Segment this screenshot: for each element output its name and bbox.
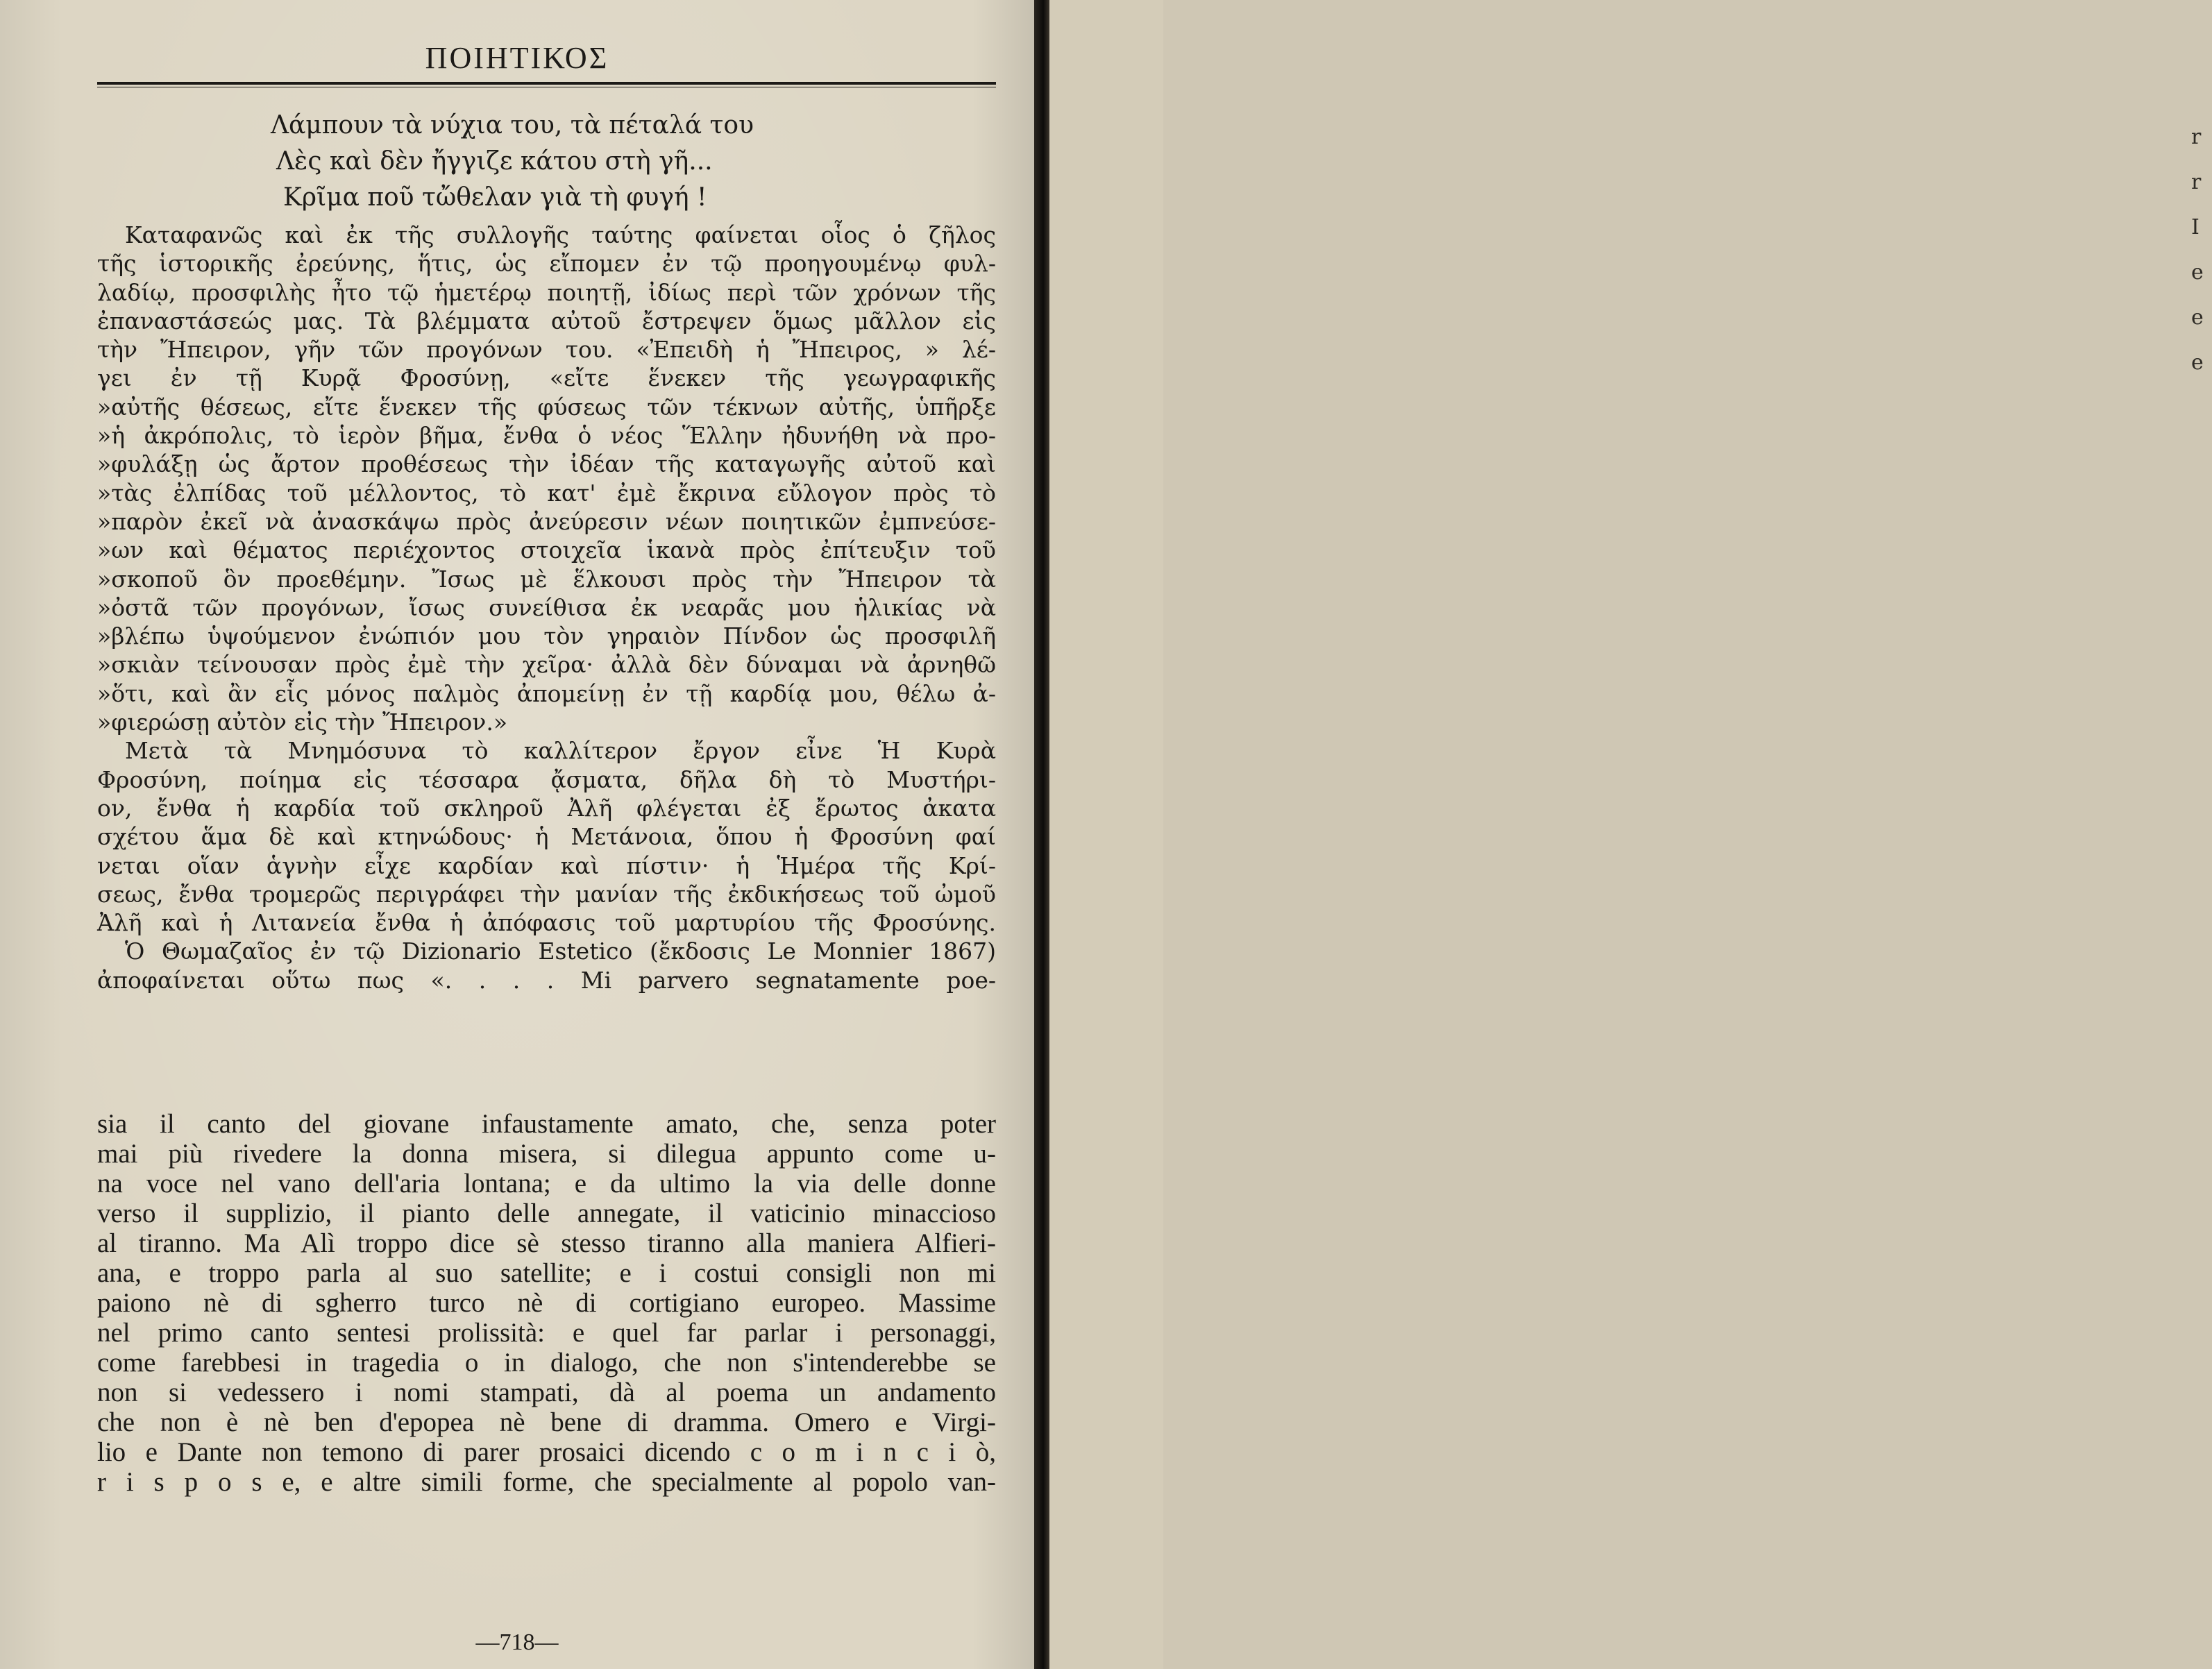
text-line: τὴν Ἤπειρον, γῆν τῶν προγόνων του. «Ἐπειδὴ ἡ Ἤπειρος, » λέ- bbox=[97, 336, 996, 364]
text-line: »βλέπω ὑψούμενον ἐνώπιόν μου τὸν γηραιὸν Πίνδον ὡς προσφιλῆ bbox=[97, 622, 996, 650]
text-line: Καταφανῶς καὶ ἐκ τῆς συλλογῆς ταύτης φαίνεται οἷος ὁ ζῆλος bbox=[125, 221, 996, 248]
adjacent-page-text bbox=[2191, 125, 2212, 396]
running-head: ΠΟΙΗΤΙΚΟΣ bbox=[425, 41, 609, 75]
book-gutter bbox=[1034, 0, 1049, 1669]
text-line: »φιερώσῃ αὐτὸν εἰς τὴν Ἤπειρον.» bbox=[97, 709, 508, 736]
adjacent-letter: e bbox=[2191, 305, 2204, 330]
text-line: Ἀλῆ καὶ ἡ Λιτανεία ἔνθα ἡ ἀπόφασις τοῦ μαρτυρίου τῆς Φροσύνης. bbox=[97, 909, 996, 937]
text-line: Μετὰ τὰ Μνημόσυνα τὸ καλλίτερον ἔργον εἶνε Ἡ Κυρὰ bbox=[125, 737, 996, 765]
text-line: »ὅτι, καὶ ἂν εἷς μόνος παλμὸς ἀπομείνῃ ἐν τῇ καρδίᾳ μου, θέλω ἀ- bbox=[97, 679, 996, 707]
text-line: »ων καὶ θέματος περιέχοντος στοιχεῖα ἱκανὰ πρὸς ἐπίτευξιν τοῦ bbox=[97, 536, 996, 564]
adjacent-letter: I bbox=[2191, 215, 2200, 239]
page-number: —718— bbox=[475, 1629, 559, 1655]
text-line: σχέτου ἅμα δὲ καὶ κτηνώδους· ἡ Μετάνοια, ὅπου ἡ Φροσύνη φαί bbox=[97, 823, 996, 851]
text-line: »φυλάξῃ ὡς ἄρτον προθέσεως τὴν ἰδέαν τῆς καταγωγῆς αὐτοῦ καὶ bbox=[97, 450, 996, 478]
text-line: verso il supplizio, il pianto delle annegate, il vaticinio minaccioso bbox=[97, 1198, 996, 1228]
text-line: ἐπαναστάσεώς μας. Τὰ βλέμματα αὐτοῦ ἔστρεψεν ὅμως μᾶλλον εἰς bbox=[97, 307, 996, 334]
adjacent-page-edge bbox=[1049, 0, 2204, 1669]
text-line: ον, ἔνθα ἡ καρδία τοῦ σκληροῦ Ἀλῆ φλέγεται ἐξ ἔρωτος ἀκατα bbox=[97, 794, 996, 822]
text-line: al tiranno. Ma Alì troppo dice sè stesso tiranno alla maniera Alfieri- bbox=[97, 1228, 996, 1258]
text-line: »παρὸν ἐκεῖ νὰ ἀνασκάψω πρὸς ἀνεύρεσιν νέων ποιητικῶν ἐμπνεύσε- bbox=[97, 507, 996, 535]
text-line: come farebbesi in tragedia o in dialogo, che non s'intenderebbe se bbox=[97, 1348, 996, 1378]
text-line: nel primo canto sentesi prolissità: e quel far parlar i personaggi, bbox=[97, 1318, 996, 1348]
text-line: paiono nè di sgherro turco nè di cortigiano europeo. Massime bbox=[97, 1288, 996, 1318]
text-line: »ὀστᾶ τῶν προγόνων, ἴσως συνείθισα ἐκ νεαρᾶς μου ἡλικίας νὰ bbox=[97, 593, 996, 621]
text-line: »ἡ ἀκρόπολις, τὸ ἱερὸν βῆμα, ἔνθα ὁ νέος Ἕλλην ἠδυνήθη νὰ προ- bbox=[97, 422, 996, 450]
adjacent-letter: r bbox=[2191, 125, 2202, 149]
text-line: r i s p o s e, e altre simili forme, che specialmente al popolo van- bbox=[97, 1467, 996, 1497]
text-line: ἀποφαίνεται οὕτω πως «. . . . Mi parvero segnatamente poe- bbox=[97, 966, 996, 994]
text-line: »σκοποῦ ὃν προεθέμην. Ἴσως μὲ ἕλκουσι πρὸς τὴν Ἤπειρον τὰ bbox=[97, 565, 996, 593]
text-line: Ὁ Θωμαζαῖος ἐν τῷ Dizionario Estetico (ἔκδοσις Le Monnier 1867) bbox=[125, 938, 996, 965]
text-line: lio e Dante non temono di parer prosaici dicendo c o m i n c i ò, bbox=[97, 1437, 996, 1467]
text-line: »σκιὰν τείνουσαν πρὸς ἐμὲ τὴν χεῖρα· ἀλλὰ δὲν δύναμαι νὰ ἀρνηθῶ bbox=[97, 651, 996, 679]
text-line: »τὰς ἐλπίδας τοῦ μέλλοντος, τὸ κατ' ἐμὲ ἔκρινα εὔλογον πρὸς τὸ bbox=[97, 479, 996, 507]
text-line: νεται οἵαν ἁγνὴν εἶχε καρδίαν καὶ πίστιν· ἡ Ἡμέρα τῆς Κρί- bbox=[97, 852, 996, 879]
adjacent-letter: e bbox=[2191, 260, 2204, 285]
text-line: sia il canto del giovane infaustamente amato, che, senza poter bbox=[97, 1109, 996, 1139]
verse-line: Λάμπουν τὰ νύχια του, τὰ πέταλά του bbox=[271, 111, 754, 139]
adjacent-letter: r bbox=[2191, 170, 2202, 194]
text-line: σεως, ἔνθα τρομερῶς περιγράφει τὴν μανίαν τῆς ἐκδικήσεως τοῦ ὠμοῦ bbox=[97, 880, 996, 908]
adjacent-letter: e bbox=[2191, 350, 2204, 375]
verse-stanza bbox=[271, 108, 895, 216]
text-line: ana, e troppo parla al suo satellite; e i costui consigli non mi bbox=[97, 1258, 996, 1288]
text-line: non si vedessero i nomi stampati, dà al poema un andamento bbox=[97, 1378, 996, 1407]
text-line: γει ἐν τῇ Κυρᾷ Φροσύνῃ, «εἴτε ἕνεκεν τῆς γεωγραφικῆς bbox=[97, 364, 996, 392]
text-line: mai più rivedere la donna misera, si dilegua appunto come u- bbox=[97, 1139, 996, 1169]
greek-body-text bbox=[97, 221, 996, 994]
verse-line: Κρῖμα ποῦ τὤθελαν γιὰ τὴ φυγή ! bbox=[283, 183, 707, 212]
text-line: na voce nel vano dell'aria lontana; e da ultimo la via delle donne bbox=[97, 1169, 996, 1198]
book-page bbox=[0, 0, 1034, 1669]
text-line: »αὐτῆς θέσεως, εἴτε ἕνεκεν τῆς φύσεως τῶν τέκνων αὐτῆς, ὑπῆρξε bbox=[97, 393, 996, 421]
italian-quotation bbox=[97, 1109, 996, 1497]
text-line: Φροσύνη, ποίημα εἰς τέσσαρα ᾄσματα, δῆλα δὴ τὸ Μυστήρι- bbox=[97, 765, 996, 793]
verse-line: Λὲς καὶ δὲν ἤγγιζε κάτου στὴ γῆ... bbox=[276, 147, 713, 176]
text-line: che non è nè ben d'epopea nè bene di dramma. Omero e Virgi- bbox=[97, 1407, 996, 1437]
text-line: τῆς ἱστορικῆς ἐρεύνης, ἥτις, ὡς εἴπομεν ἐν τῷ προηγουμένῳ φυλ- bbox=[97, 250, 996, 278]
header-rule bbox=[97, 82, 996, 87]
text-line: λαδίῳ, προσφιλὴς ἦτο τῷ ἡμετέρῳ ποιητῇ, ἰδίως περὶ τῶν χρόνων τῆς bbox=[97, 278, 996, 306]
